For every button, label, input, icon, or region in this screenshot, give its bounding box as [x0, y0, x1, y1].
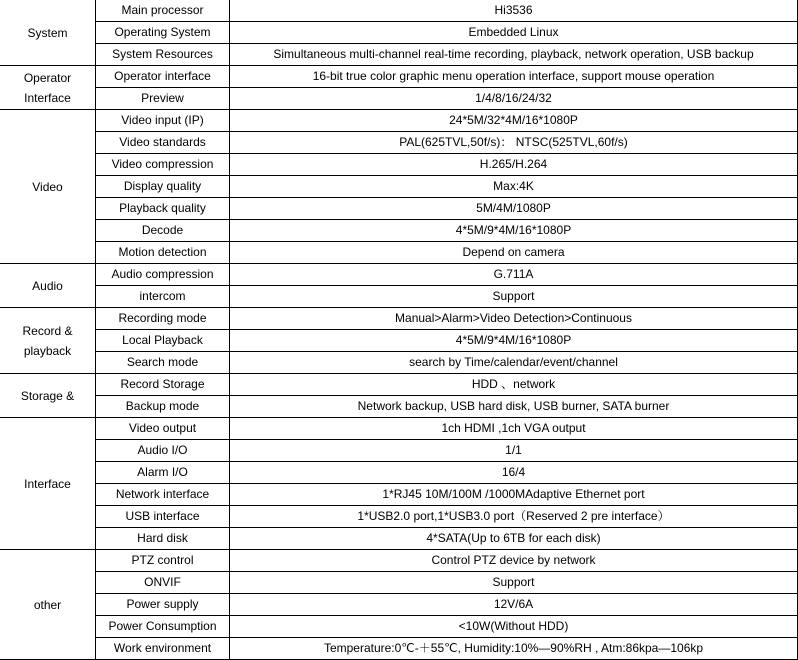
table-row [0, 638, 798, 660]
table-row [0, 220, 798, 242]
spec-value: H.265/H.264 [230, 154, 798, 176]
table-row [0, 462, 798, 484]
spec-value: G.711A [230, 264, 798, 286]
spec-value: Network backup, USB hard disk, USB burner, SATA burner [230, 396, 798, 418]
table-row [0, 132, 798, 154]
spec-value: HDD 、network [230, 374, 798, 396]
spec-label: Power Consumption [96, 616, 230, 638]
spec-value: 4*5M/9*4M/16*1080P [230, 330, 798, 352]
table-row [0, 308, 798, 330]
table-row [0, 374, 798, 396]
spec-label: System Resources [96, 44, 230, 66]
category-cell: Audio [0, 264, 96, 308]
table-row [0, 352, 798, 374]
table-row [0, 616, 798, 638]
spec-value: PAL(625TVL,50f/s)： NTSC(525TVL,60f/s) [230, 132, 798, 154]
spec-label: PTZ control [96, 550, 230, 572]
table-row [0, 242, 798, 264]
spec-label: Operating System [96, 22, 230, 44]
table-row [0, 286, 798, 308]
table-row [0, 506, 798, 528]
spec-value: 24*5M/32*4M/16*1080P [230, 110, 798, 132]
spec-value: Control PTZ device by network [230, 550, 798, 572]
spec-value: 16/4 [230, 462, 798, 484]
spec-label: Hard disk [96, 528, 230, 550]
spec-label: Record Storage [96, 374, 230, 396]
table-row [0, 418, 798, 440]
category-cell: Record & playback [0, 308, 96, 374]
spec-value: 1*RJ45 10M/100M /1000MAdaptive Ethernet port [230, 484, 798, 506]
category-cell: Storage & [0, 374, 96, 418]
spec-label: ONVIF [96, 572, 230, 594]
category-cell: other [0, 550, 96, 660]
table-row [0, 594, 798, 616]
spec-value: 16-bit true color graphic menu operation interface, support mouse operation [230, 66, 798, 88]
table-row [0, 110, 798, 132]
spec-value: Support [230, 572, 798, 594]
spec-label: Video input (IP) [96, 110, 230, 132]
table-row [0, 198, 798, 220]
spec-label: Video compression [96, 154, 230, 176]
table-row [0, 264, 798, 286]
spec-label: Alarm I/O [96, 462, 230, 484]
spec-value: 12V/6A [230, 594, 798, 616]
spec-label: Network interface [96, 484, 230, 506]
spec-value: Max:4K [230, 176, 798, 198]
spec-value: 4*5M/9*4M/16*1080P [230, 220, 798, 242]
table-row [0, 154, 798, 176]
spec-value: search by Time/calendar/event/channel [230, 352, 798, 374]
spec-value: Support [230, 286, 798, 308]
spec-value: 1/1 [230, 440, 798, 462]
spec-value: 1*USB2.0 port,1*USB3.0 port（Reserved 2 pre interface） [230, 506, 798, 528]
spec-label: intercom [96, 286, 230, 308]
category-cell: Operator Interface [0, 66, 96, 110]
spec-label: Video output [96, 418, 230, 440]
spec-label: Work environment [96, 638, 230, 660]
table-row [0, 44, 798, 66]
spec-value: Embedded Linux [230, 22, 798, 44]
spec-value: 5M/4M/1080P [230, 198, 798, 220]
table-row [0, 550, 798, 572]
spec-value: Simultaneous multi-channel real-time recording, playback, network operation, USB backup [230, 44, 798, 66]
spec-value: Manual>Alarm>Video Detection>Continuous [230, 308, 798, 330]
category-cell: Interface [0, 418, 96, 550]
spec-label: Audio I/O [96, 440, 230, 462]
spec-label: Local Playback [96, 330, 230, 352]
spec-label: Power supply [96, 594, 230, 616]
table-row [0, 66, 798, 88]
table-row [0, 0, 798, 22]
spec-value: <10W(Without HDD) [230, 616, 798, 638]
table-row [0, 396, 798, 418]
spec-value: Hi3536 [230, 0, 798, 22]
spec-label: Main processor [96, 0, 230, 22]
category-cell: Video [0, 110, 96, 264]
spec-label: Video standards [96, 132, 230, 154]
spec-label: Playback quality [96, 198, 230, 220]
table-row [0, 484, 798, 506]
spec-value: 1/4/8/16/24/32 [230, 88, 798, 110]
spec-label: Motion detection [96, 242, 230, 264]
spec-label: Preview [96, 88, 230, 110]
spec-label: Backup mode [96, 396, 230, 418]
table-row [0, 22, 798, 44]
spec-value: 1ch HDMI ,1ch VGA output [230, 418, 798, 440]
spec-value: 4*SATA(Up to 6TB for each disk) [230, 528, 798, 550]
spec-label: Audio compression [96, 264, 230, 286]
spec-label: Display quality [96, 176, 230, 198]
table-row [0, 88, 798, 110]
table-row [0, 330, 798, 352]
spec-label: USB interface [96, 506, 230, 528]
category-cell: System [0, 0, 96, 66]
spec-value: Temperature:0℃-＋55℃, Humidity:10%—90%RH , Atm:86kpa—106kp [230, 638, 798, 660]
table-row [0, 528, 798, 550]
spec-label: Recording mode [96, 308, 230, 330]
spec-value: Depend on camera [230, 242, 798, 264]
spec-label: Operator interface [96, 66, 230, 88]
table-row [0, 572, 798, 594]
spec-label: Search mode [96, 352, 230, 374]
table-row [0, 176, 798, 198]
spec-label: Decode [96, 220, 230, 242]
table-row [0, 440, 798, 462]
